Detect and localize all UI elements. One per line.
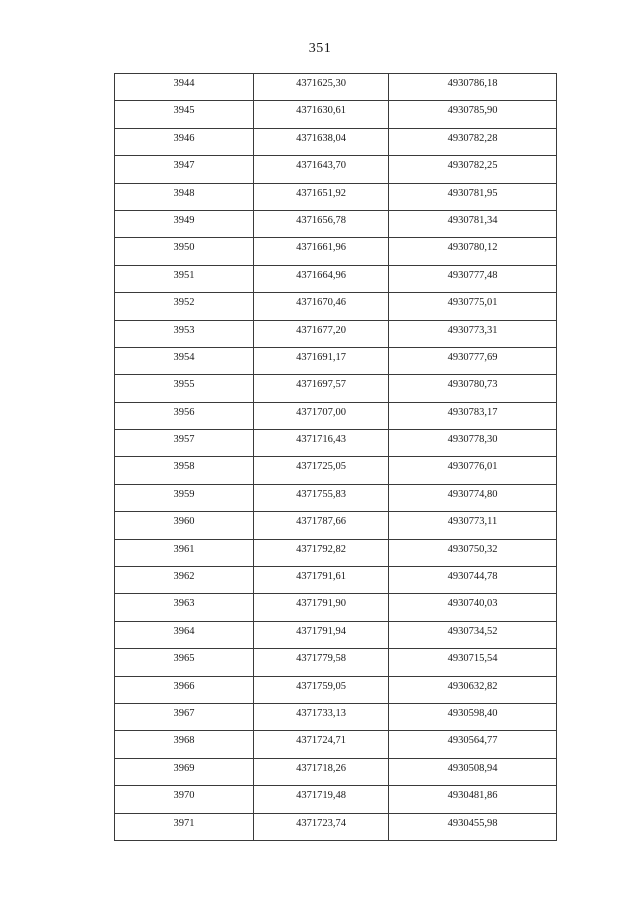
point-number-cell: 3971	[115, 813, 254, 840]
y-coordinate-cell: 4930774,80	[389, 484, 557, 511]
x-coordinate-cell: 4371719,48	[254, 786, 389, 813]
x-coordinate-cell: 4371638,04	[254, 128, 389, 155]
table-row	[115, 539, 557, 566]
table-row	[115, 430, 557, 457]
y-coordinate-cell: 4930508,94	[389, 758, 557, 785]
y-coordinate-cell: 4930777,48	[389, 265, 557, 292]
table-row	[115, 567, 557, 594]
point-number-cell: 3950	[115, 238, 254, 265]
x-coordinate-cell: 4371656,78	[254, 210, 389, 237]
y-coordinate-cell: 4930455,98	[389, 813, 557, 840]
x-coordinate-cell: 4371723,74	[254, 813, 389, 840]
point-number-cell: 3953	[115, 320, 254, 347]
table-row	[115, 594, 557, 621]
x-coordinate-cell: 4371707,00	[254, 402, 389, 429]
y-coordinate-cell: 4930781,95	[389, 183, 557, 210]
point-number-cell: 3948	[115, 183, 254, 210]
x-coordinate-cell: 4371779,58	[254, 649, 389, 676]
table-row	[115, 183, 557, 210]
page-number: 351	[308, 41, 332, 56]
y-coordinate-cell: 4930750,32	[389, 539, 557, 566]
table-row	[115, 101, 557, 128]
x-coordinate-cell: 4371791,61	[254, 567, 389, 594]
x-coordinate-cell: 4371643,70	[254, 156, 389, 183]
y-coordinate-cell: 4930740,03	[389, 594, 557, 621]
point-number-cell: 3962	[115, 567, 254, 594]
table-row	[115, 375, 557, 402]
y-coordinate-cell: 4930786,18	[389, 74, 557, 101]
x-coordinate-cell: 4371697,57	[254, 375, 389, 402]
point-number-cell: 3966	[115, 676, 254, 703]
table-row	[115, 731, 557, 758]
point-number-cell: 3952	[115, 293, 254, 320]
table-row	[115, 347, 557, 374]
table-row	[115, 128, 557, 155]
y-coordinate-cell: 4930785,90	[389, 101, 557, 128]
table-row	[115, 621, 557, 648]
table-row	[115, 293, 557, 320]
table-row	[115, 402, 557, 429]
y-coordinate-cell: 4930778,30	[389, 430, 557, 457]
x-coordinate-cell: 4371725,05	[254, 457, 389, 484]
y-coordinate-cell: 4930632,82	[389, 676, 557, 703]
point-number-cell: 3967	[115, 703, 254, 730]
point-number-cell: 3965	[115, 649, 254, 676]
table-row	[115, 676, 557, 703]
x-coordinate-cell: 4371787,66	[254, 512, 389, 539]
x-coordinate-cell: 4371733,13	[254, 703, 389, 730]
x-coordinate-cell: 4371792,82	[254, 539, 389, 566]
y-coordinate-cell: 4930782,25	[389, 156, 557, 183]
y-coordinate-cell: 4930564,77	[389, 731, 557, 758]
x-coordinate-cell: 4371670,46	[254, 293, 389, 320]
point-number-cell: 3949	[115, 210, 254, 237]
y-coordinate-cell: 4930782,28	[389, 128, 557, 155]
table-row	[115, 156, 557, 183]
y-coordinate-cell: 4930776,01	[389, 457, 557, 484]
y-coordinate-cell: 4930777,69	[389, 347, 557, 374]
point-number-cell: 3959	[115, 484, 254, 511]
y-coordinate-cell: 4930775,01	[389, 293, 557, 320]
x-coordinate-cell: 4371630,61	[254, 101, 389, 128]
point-number-cell: 3944	[115, 74, 254, 101]
table-row	[115, 484, 557, 511]
point-number-cell: 3951	[115, 265, 254, 292]
table-row	[115, 265, 557, 292]
point-number-cell: 3968	[115, 731, 254, 758]
table-row	[115, 813, 557, 840]
x-coordinate-cell: 4371677,20	[254, 320, 389, 347]
table-row	[115, 210, 557, 237]
x-coordinate-cell: 4371759,05	[254, 676, 389, 703]
point-number-cell: 3960	[115, 512, 254, 539]
point-number-cell: 3958	[115, 457, 254, 484]
table-row	[115, 74, 557, 101]
y-coordinate-cell: 4930481,86	[389, 786, 557, 813]
point-number-cell: 3954	[115, 347, 254, 374]
y-coordinate-cell: 4930734,52	[389, 621, 557, 648]
point-number-cell: 3945	[115, 101, 254, 128]
point-number-cell: 3963	[115, 594, 254, 621]
point-number-cell: 3956	[115, 402, 254, 429]
point-number-cell: 3957	[115, 430, 254, 457]
table-row	[115, 512, 557, 539]
point-number-cell: 3946	[115, 128, 254, 155]
y-coordinate-cell: 4930780,12	[389, 238, 557, 265]
table-row	[115, 320, 557, 347]
point-number-cell: 3947	[115, 156, 254, 183]
table-row	[115, 457, 557, 484]
table-row	[115, 238, 557, 265]
coordinates-table	[114, 73, 557, 841]
y-coordinate-cell: 4930781,34	[389, 210, 557, 237]
y-coordinate-cell: 4930773,11	[389, 512, 557, 539]
x-coordinate-cell: 4371625,30	[254, 74, 389, 101]
x-coordinate-cell: 4371724,71	[254, 731, 389, 758]
point-number-cell: 3955	[115, 375, 254, 402]
x-coordinate-cell: 4371791,94	[254, 621, 389, 648]
x-coordinate-cell: 4371718,26	[254, 758, 389, 785]
y-coordinate-cell: 4930773,31	[389, 320, 557, 347]
point-number-cell: 3964	[115, 621, 254, 648]
table-row	[115, 703, 557, 730]
x-coordinate-cell: 4371691,17	[254, 347, 389, 374]
x-coordinate-cell: 4371716,43	[254, 430, 389, 457]
y-coordinate-cell: 4930598,40	[389, 703, 557, 730]
y-coordinate-cell: 4930783,17	[389, 402, 557, 429]
point-number-cell: 3970	[115, 786, 254, 813]
y-coordinate-cell: 4930715,54	[389, 649, 557, 676]
table-row	[115, 758, 557, 785]
point-number-cell: 3969	[115, 758, 254, 785]
point-number-cell: 3961	[115, 539, 254, 566]
table-row	[115, 649, 557, 676]
x-coordinate-cell: 4371664,96	[254, 265, 389, 292]
y-coordinate-cell: 4930744,78	[389, 567, 557, 594]
coordinates-table-body	[115, 74, 557, 841]
table-row	[115, 786, 557, 813]
y-coordinate-cell: 4930780,73	[389, 375, 557, 402]
x-coordinate-cell: 4371791,90	[254, 594, 389, 621]
x-coordinate-cell: 4371755,83	[254, 484, 389, 511]
x-coordinate-cell: 4371661,96	[254, 238, 389, 265]
x-coordinate-cell: 4371651,92	[254, 183, 389, 210]
